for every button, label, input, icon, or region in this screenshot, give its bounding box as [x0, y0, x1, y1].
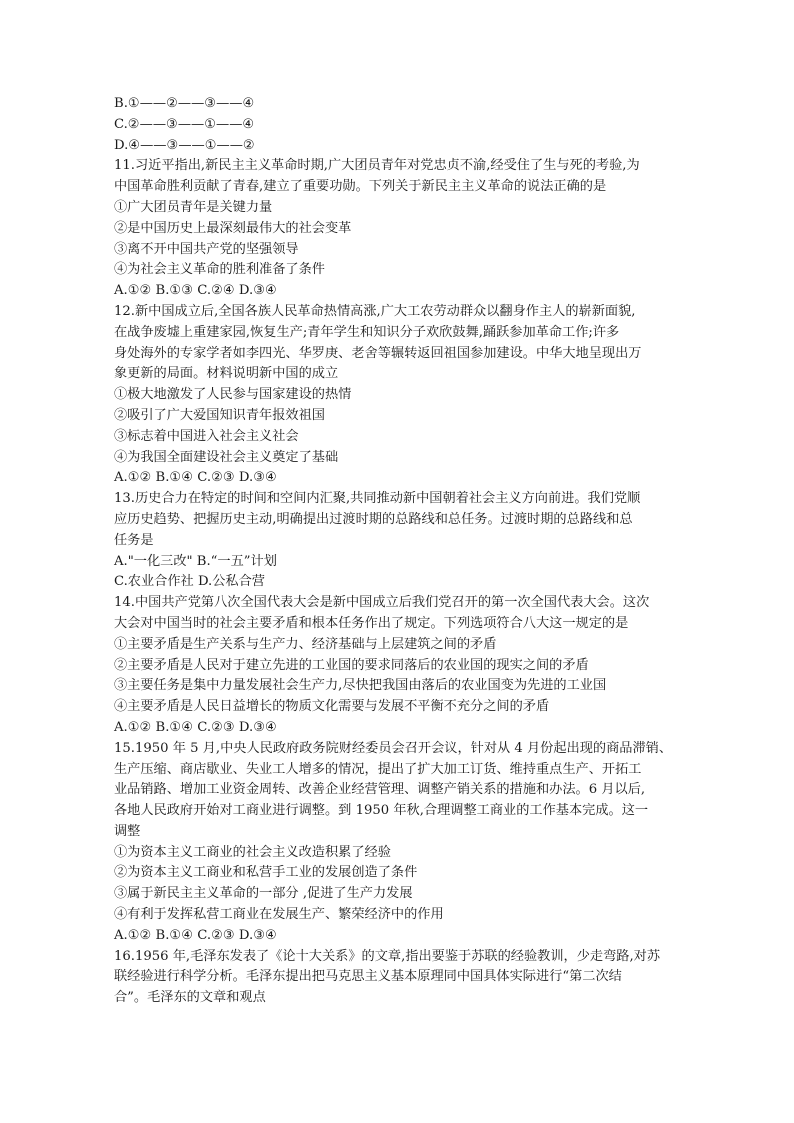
text-line: ②主要矛盾是人民对于建立先进的工业国的要求同落后的农业国的现实之间的矛盾 — [114, 657, 589, 673]
text-line: 13.历史合力在特定的时间和空间内汇聚,共同推动新中国朝着社会主义方向前进。我们党顺 — [114, 491, 641, 507]
text-line: 象更新的局面。材料说明新中国的成立 — [114, 366, 339, 382]
text-line: 应历史趋势、把握历史主动,明确提出过渡时期的总路线和总任务。过渡时期的总路线和总 — [114, 511, 633, 527]
text-line: 身处海外的专家学者如李四光、华罗庚、老舍等辗转返回祖国参加建设。中华大地呈现出万 — [114, 345, 642, 361]
text-line: A.①② B.①④ C.②③ D.③④ — [114, 470, 277, 486]
text-line: 大会对中国当时的社会主要矛盾和根本任务作出了规定。下列选项符合八大这一规定的是 — [114, 615, 629, 631]
text-line: 各地人民政府开始对工商业进行调整。到 1950 年秋,合理调整工商业的工作基本完成。这一 — [114, 803, 649, 819]
text-line: 调整 — [114, 823, 141, 839]
text-line: 中国革命胜利贡献了青春,建立了重要功勋。下列关于新民主主义革命的说法正确的是 — [114, 179, 607, 195]
text-line: A.①② B.①④ C.②③ D.③④ — [114, 719, 277, 735]
text-line: 在战争废墟上重建家园,恢复生产;青年学生和知识分子欢欣鼓舞,踊跃参加革命工作;许多 — [114, 324, 620, 340]
text-line: 业品销路、增加工业资金周转、改善企业经营管理、调整产销关系的措施和办法。6 月以后, — [114, 782, 646, 798]
text-line: ①主要矛盾是生产关系与生产力、经济基础与上层建筑之间的矛盾 — [114, 636, 497, 652]
text-line: ①为资本主义工商业的社会主义改造积累了经验 — [114, 844, 391, 860]
text-line: A."一化三改" B.“一五”计划 — [114, 553, 277, 569]
text-line: ④主要矛盾是人民日益增长的物质文化需要与发展不平衡不充分之间的矛盾 — [114, 699, 550, 715]
text-line: C.②——③——①——④ — [114, 116, 255, 132]
text-line: ④为我国全面建设社会主义奠定了基础 — [114, 449, 339, 465]
text-line: B.①——②——③——④ — [114, 96, 255, 111]
text-line: A.①② B.①③ C.②④ D.③④ — [114, 283, 277, 299]
text-line: ②吸引了广大爱国知识青年报效祖国 — [114, 407, 325, 423]
text-line: D.④——③——①——② — [114, 137, 255, 153]
text-line: 合”。毛泽东的文章和观点 — [114, 990, 266, 1006]
text-line: C.农业合作社 D.公私合营 — [114, 574, 265, 590]
text-line: 生产压缩、商店歇业、失业工人增多的情况，提出了扩大加工订货、维持重点生产、开拓工 — [114, 761, 642, 777]
text-line: 任务是 — [114, 532, 154, 548]
text-line: ④为社会主义革命的胜利准备了条件 — [114, 262, 325, 278]
text-line: 14.中国共产党第八次全国代表大会是新中国成立后我们党召开的第一次全国代表大会。这次 — [114, 595, 650, 611]
text-line: ③属于新民主主义革命的一部分 ,促进了生产力发展 — [114, 886, 413, 902]
text-line: ④有利于发挥私营工商业在发展生产、繁荣经济中的作用 — [114, 907, 444, 923]
text-line: ③离不开中国共产党的坚强领导 — [114, 241, 299, 257]
text-line: ③主要任务是集中力量发展社会生产力,尽快把我国由落后的农业国变为先进的工业国 — [114, 678, 607, 694]
text-line: 16.1956 年,毛泽东发表了《论十大关系》的文章,指出要鉴于苏联的经验教训，少走弯路,对苏 — [114, 948, 661, 964]
text-line: ①极大地激发了人民参与国家建设的热情 — [114, 387, 352, 403]
text-line: ①广大团员青年是关键力量 — [114, 199, 273, 215]
text-line: A.①② B.①④ C.②③ D.③④ — [114, 927, 277, 943]
text-line: ②是中国历史上最深刻最伟大的社会变革 — [114, 220, 352, 236]
text-line: 11.习近平指出,新民主主义革命时期,广大团员青年对党忠贞不渝,经受住了生与死的考验,为 — [114, 158, 640, 174]
exam-page — [114, 94, 734, 1009]
text-line: 联经验进行科学分析。毛泽东提出把马克思主义基本原理同中国具体实际进行“第二次结 — [114, 969, 622, 985]
text-line: 15.1950 年 5 月,中央人民政府政务院财经委员会召开会议，针对从 4 月份起出现的商品滞销、 — [114, 740, 673, 756]
text-line: 12.新中国成立后,全国各族人民革命热情高涨,广大工农劳动群众以翻身作主人的崭新面貌, — [114, 303, 636, 319]
text-line: ②为资本主义工商业和私营手工业的发展创造了条件 — [114, 865, 418, 881]
text-line: ③标志着中国进入社会主义社会 — [114, 428, 299, 444]
